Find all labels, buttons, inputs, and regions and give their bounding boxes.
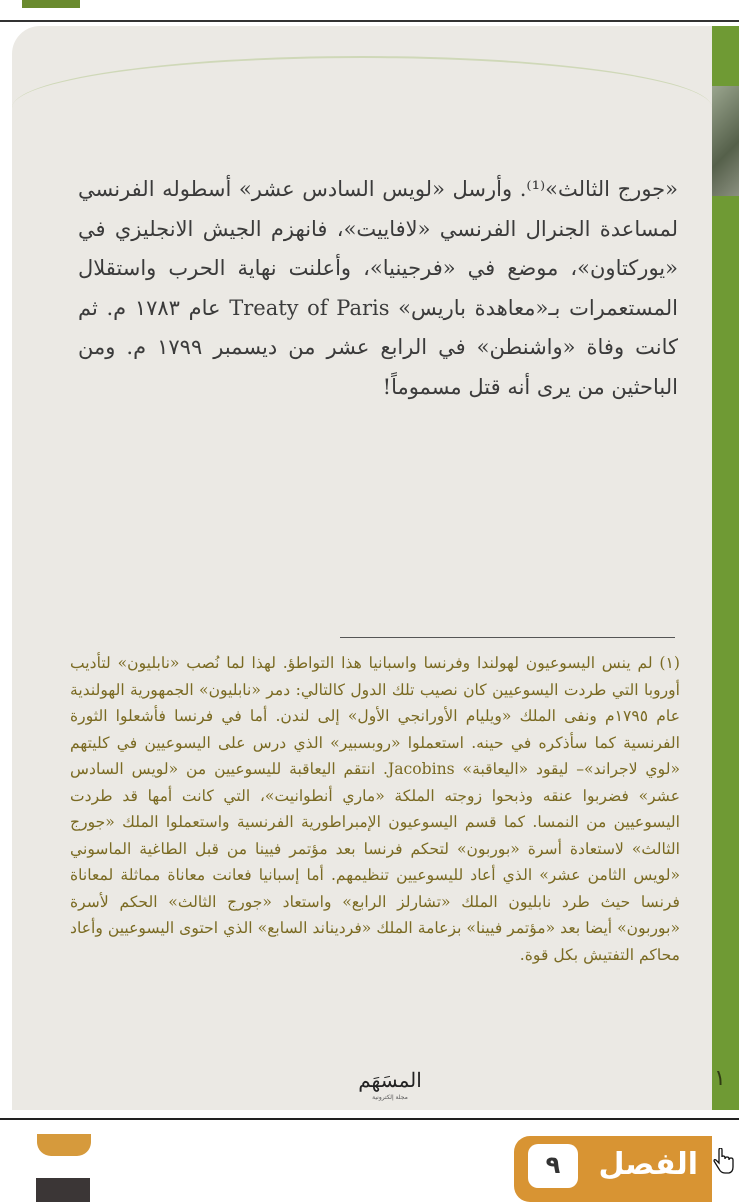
footnote-divider [340,637,675,638]
chapter-label: الفصل [598,1147,698,1182]
chapter-number: ٩ [528,1144,578,1188]
top-bar [0,0,739,22]
logo-text: المسَهَم [358,1068,422,1092]
bottom-left-dark-block [36,1178,90,1202]
right-green-band [712,26,739,1110]
hand-cursor-icon [711,1148,735,1176]
bottom-bar [0,1118,739,1202]
logo-subtext: مجلة إلكترونية [372,1094,408,1101]
main-paragraph: «جورج الثالث»⁽¹⁾. وأرسل «لويس السادس عشر» أسطوله الفرنسي لمساعدة الجنرال الفرنسي «لافاييت»، فانهزم الجيش الانجليزي في «يوركتاون»، موضع في «فرجينيا»، وأعلنت نهاية الحرب واستقلال المستعمرات بـ«معاهدة باريس» Treaty of Paris عام ١٧٨٣ م. ثم كانت وفاة «واشنطن» في الرابع عشر من ديسمبر ١٧٩٩ م. ومن الباحثين من يرى أنه قتل مسموماً! [78,177,678,399]
top-left-tab [22,0,80,8]
bottom-left-tab [37,1134,91,1156]
site-logo [345,1065,435,1103]
chapter-badge [514,1136,712,1202]
page-curve-line [12,56,712,118]
edge-photo [712,86,739,196]
footnote-paragraph: (١) لم ينس اليسوعيون لهولندا وفرنسا واسبانيا هذا التواطؤ. لهذا لما نُصب «نابليون» لتأديب أوروبا التي طردت اليسوعيين كان نصيب تلك الدول كالتالي: دمر «نابليون» الجمهورية الهولندية عام ١٧٩٥م ونفى الملك «ويليام الأورانجي الأول» إلى لندن. أما في فرنسا فأشعلوا الثورة الفرنسية كما سأذكره في حينه. استعملوا «روبسبير» الذي درس على اليسوعيين في كليتهم «لوي لاجراند»– ليقود «اليعاقبة» Jacobins. انتقم اليعاقبة لليسوعيين من «لويس السادس عشر» فضربوا عنقه وذبحوا زوجته الملكة «ماري أنطوانيت»، التي كانت أمها قد طردت اليسوعيين من النمسا. كما قسم اليسوعيون الإمبراطورية الفرنسية واستعملوا الملك «جورج الثالث» لاستعادة أسرة «بوربون» لتحكم فرنسا بعد مؤتمر فيينا من قبل الطاغية الماسوني «لويس الثامن عشر» الذي أعاد لليسوعيين تنظيمهم. أما إسبانيا فعانت معاناة مماثلة لمعاناة فرنسا حيث طرد نابليون الملك «تشارلز الرابع» واستعاد «جورج الثالث» الحكم لأسرة «بوربون» أيضا بعد «مؤتمر فيينا» بزعامة الملك «فرديناند السابع» الذي احتوى اليسوعيين وأعاد محاكم التفتيش بكل قوة. [70,654,680,964]
right-edge-number: ١ [714,1066,726,1091]
